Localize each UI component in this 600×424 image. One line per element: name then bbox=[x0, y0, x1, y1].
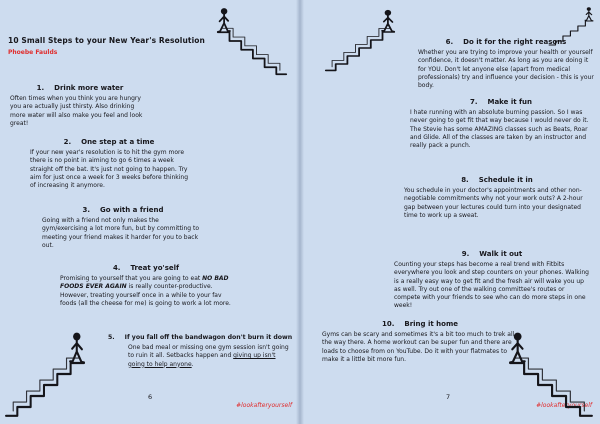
stairs-figure-illustration bbox=[324, 8, 396, 72]
staircase-icon bbox=[508, 330, 594, 418]
hashtag-label: #lookafteryourself bbox=[536, 402, 592, 409]
staircase-icon bbox=[324, 8, 396, 72]
step-body: If your new year's resolution is to hit the gym more there is no point in aiming to go 6 times a week straight off the bat. It's just not going to happen. Try aim for just once a week for 3 weeks before thinking of increasing it anymore. bbox=[30, 149, 189, 190]
stairs-figure-illustration bbox=[548, 6, 594, 46]
step-title: Treat yo'self bbox=[130, 264, 180, 272]
step-body: I hate running with an absolute burning passion. So I was never going to get fit that way because I would never do it. The Stevie has some AMAZING classes such as Beats, Roar and Glide. All of the classes are taken by an instructor and really pack a punch. bbox=[410, 109, 589, 150]
step-item bbox=[108, 334, 293, 369]
step-number: 2. bbox=[63, 138, 72, 146]
step-body: Gyms can be scary and sometimes it's a bit too much to trek all the way there. A home workout can be super fun and there are loads to choose from on YouTube. Do it with your flatmates to make it a little bit more fun. bbox=[322, 331, 515, 363]
step-heading bbox=[322, 320, 518, 328]
step-number: 1. bbox=[36, 84, 45, 92]
step-heading bbox=[10, 84, 150, 92]
step-body: You schedule in your doctor's appointments and other non-negotiable commitments why not your work outs? A 2-hour gap between your lectures could turn into your designated time to work up a sweat. bbox=[404, 187, 583, 219]
step-item bbox=[60, 264, 232, 308]
page-number: 6 bbox=[148, 393, 153, 401]
step-item bbox=[322, 320, 518, 364]
step-number: 5. bbox=[108, 334, 115, 341]
page-number: 7 bbox=[446, 393, 451, 401]
emphasized-text: NO BAD FOODS EVER AGAIN bbox=[60, 275, 229, 291]
stairs-figure-illustration bbox=[4, 330, 86, 418]
author-name: Phoebe Faulds bbox=[8, 49, 58, 56]
stick-figure-icon bbox=[585, 7, 593, 21]
step-number: 3. bbox=[82, 206, 91, 214]
staircase-icon bbox=[4, 330, 86, 418]
step-body: Counting your steps has become a real trend with Fitbits everywhere you look and step counters on your phones. Walking is a really easy way to get fit and the fresh air will wake you up as well. Try out one of the walking committee's routes or compete with your friends to see who can do more steps in one week! bbox=[394, 261, 589, 310]
step-body: One bad meal or missing one gym session isn't going to ruin it all. Setbacks happen and giving up isn't going to help anyone. bbox=[128, 344, 289, 368]
step-title: If you fall off the bandwagon don't burn it down bbox=[124, 334, 293, 341]
step-item bbox=[30, 138, 188, 190]
step-title: One step at a time bbox=[81, 138, 155, 146]
step-title: Drink more water bbox=[54, 84, 124, 92]
step-item bbox=[394, 250, 590, 311]
step-item bbox=[10, 84, 150, 128]
step-number: 10. bbox=[381, 320, 395, 328]
step-heading bbox=[108, 334, 293, 341]
step-title: Make it fun bbox=[487, 98, 533, 106]
staircase-icon bbox=[548, 6, 594, 46]
hashtag-label: #lookafteryourself bbox=[236, 402, 292, 409]
step-item bbox=[404, 176, 590, 220]
step-number: 4. bbox=[112, 264, 121, 272]
step-number: 9. bbox=[461, 250, 470, 258]
step-title: Do it for the right reasons bbox=[463, 38, 567, 46]
step-item bbox=[410, 98, 592, 150]
step-heading bbox=[404, 176, 590, 184]
stairs-figure-illustration bbox=[508, 330, 594, 418]
step-number: 8. bbox=[461, 176, 469, 184]
step-heading bbox=[394, 250, 590, 258]
step-item bbox=[42, 206, 204, 250]
staircase-icon bbox=[216, 6, 288, 76]
step-title: Bring it home bbox=[404, 320, 459, 328]
step-body: Going with a friend not only makes the gym/exercising a lot more fun, but by committing to meeting your friend makes it harder for you to back out. bbox=[42, 217, 200, 249]
step-heading bbox=[410, 98, 592, 106]
step-body: Often times when you think you are hungry you are actually just thirsty. Also drinking more water will also make you feel and look great! bbox=[10, 95, 143, 127]
page-title: 10 Small Steps to your New Year's Resolution bbox=[8, 36, 205, 45]
step-body: Promising to yourself that you are going to eat NO BAD FOODS EVER AGAIN is really counter-productive. However, treating yourself once in a while to your fav foods (all the cheese for me) is going to work a lot more. bbox=[60, 275, 231, 307]
step-heading bbox=[30, 138, 188, 146]
step-heading bbox=[42, 206, 204, 214]
step-title: Walk it out bbox=[479, 250, 523, 258]
underlined-text: giving up isn't going to help anyone bbox=[128, 352, 276, 368]
step-number: 7. bbox=[469, 98, 478, 106]
stairs-figure-illustration bbox=[216, 6, 288, 76]
step-body: Whether you are trying to improve your health or yourself confidence, it doesn't matter. As long as you are doing it for YOU. Don't let anyone else (apart from medical professionals) try and influence your decision - this is your body. bbox=[418, 49, 594, 90]
step-title: Schedule it in bbox=[478, 176, 533, 184]
page-fold-divider bbox=[296, 0, 304, 424]
step-heading bbox=[60, 264, 232, 272]
step-title: Go with a friend bbox=[100, 206, 164, 214]
step-number: 6. bbox=[445, 38, 454, 46]
